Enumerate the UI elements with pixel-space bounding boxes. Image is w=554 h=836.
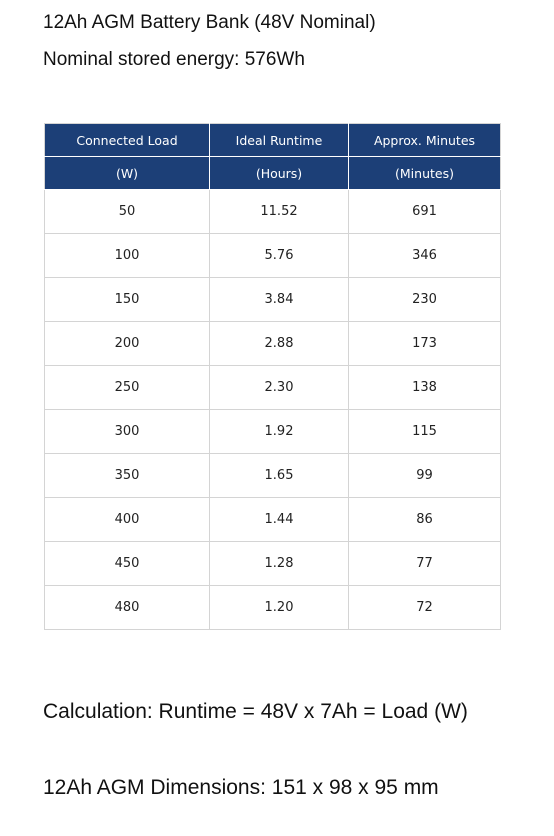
calculation-text: Calculation: Runtime = 48V x 7Ah = Load (W) bbox=[43, 700, 468, 723]
cell-runtime-hours: 3.84 bbox=[210, 278, 349, 322]
cell-load: 150 bbox=[45, 278, 210, 322]
cell-runtime-minutes: 138 bbox=[349, 366, 501, 410]
cell-load: 400 bbox=[45, 498, 210, 542]
cell-runtime-minutes: 346 bbox=[349, 234, 501, 278]
cell-runtime-minutes: 173 bbox=[349, 322, 501, 366]
table-row bbox=[45, 542, 501, 586]
cell-runtime-minutes: 115 bbox=[349, 410, 501, 454]
cell-runtime-minutes: 77 bbox=[349, 542, 501, 586]
cell-load: 300 bbox=[45, 410, 210, 454]
cell-runtime-hours: 1.20 bbox=[210, 586, 349, 630]
cell-runtime-minutes: 230 bbox=[349, 278, 501, 322]
cell-load: 250 bbox=[45, 366, 210, 410]
cell-load: 200 bbox=[45, 322, 210, 366]
dimensions-text: 12Ah AGM Dimensions: 151 x 98 x 95 mm bbox=[43, 776, 439, 799]
cell-runtime-minutes: 691 bbox=[349, 190, 501, 234]
table-row bbox=[45, 322, 501, 366]
table-row bbox=[45, 278, 501, 322]
cell-runtime-hours: 2.30 bbox=[210, 366, 349, 410]
cell-runtime-hours: 1.44 bbox=[210, 498, 349, 542]
cell-runtime-hours: 1.65 bbox=[210, 454, 349, 498]
table-row bbox=[45, 454, 501, 498]
header-approx-minutes: Approx. Minutes bbox=[349, 124, 501, 157]
cell-load: 350 bbox=[45, 454, 210, 498]
header-unit-hours: (Hours) bbox=[210, 157, 349, 190]
cell-runtime-hours: 1.92 bbox=[210, 410, 349, 454]
stored-energy-text: Nominal stored energy: 576Wh bbox=[43, 49, 305, 70]
table-header bbox=[45, 124, 501, 190]
table-row bbox=[45, 586, 501, 630]
cell-load: 100 bbox=[45, 234, 210, 278]
table-row bbox=[45, 410, 501, 454]
table-row bbox=[45, 234, 501, 278]
header-ideal-runtime: Ideal Runtime bbox=[210, 124, 349, 157]
cell-runtime-hours: 11.52 bbox=[210, 190, 349, 234]
table-row bbox=[45, 190, 501, 234]
header-unit-minutes: (Minutes) bbox=[349, 157, 501, 190]
cell-runtime-minutes: 72 bbox=[349, 586, 501, 630]
cell-runtime-minutes: 86 bbox=[349, 498, 501, 542]
runtime-table bbox=[44, 123, 501, 630]
table-row bbox=[45, 498, 501, 542]
cell-load: 480 bbox=[45, 586, 210, 630]
cell-runtime-hours: 5.76 bbox=[210, 234, 349, 278]
header-row-labels bbox=[45, 124, 501, 157]
header-unit-watts: (W) bbox=[45, 157, 210, 190]
table-body bbox=[45, 190, 501, 630]
cell-load: 50 bbox=[45, 190, 210, 234]
cell-runtime-hours: 2.88 bbox=[210, 322, 349, 366]
cell-load: 450 bbox=[45, 542, 210, 586]
page-title: 12Ah AGM Battery Bank (48V Nominal) bbox=[43, 12, 376, 33]
header-connected-load: Connected Load bbox=[45, 124, 210, 157]
header-row-units bbox=[45, 157, 501, 190]
table-row bbox=[45, 366, 501, 410]
cell-runtime-minutes: 99 bbox=[349, 454, 501, 498]
cell-runtime-hours: 1.28 bbox=[210, 542, 349, 586]
